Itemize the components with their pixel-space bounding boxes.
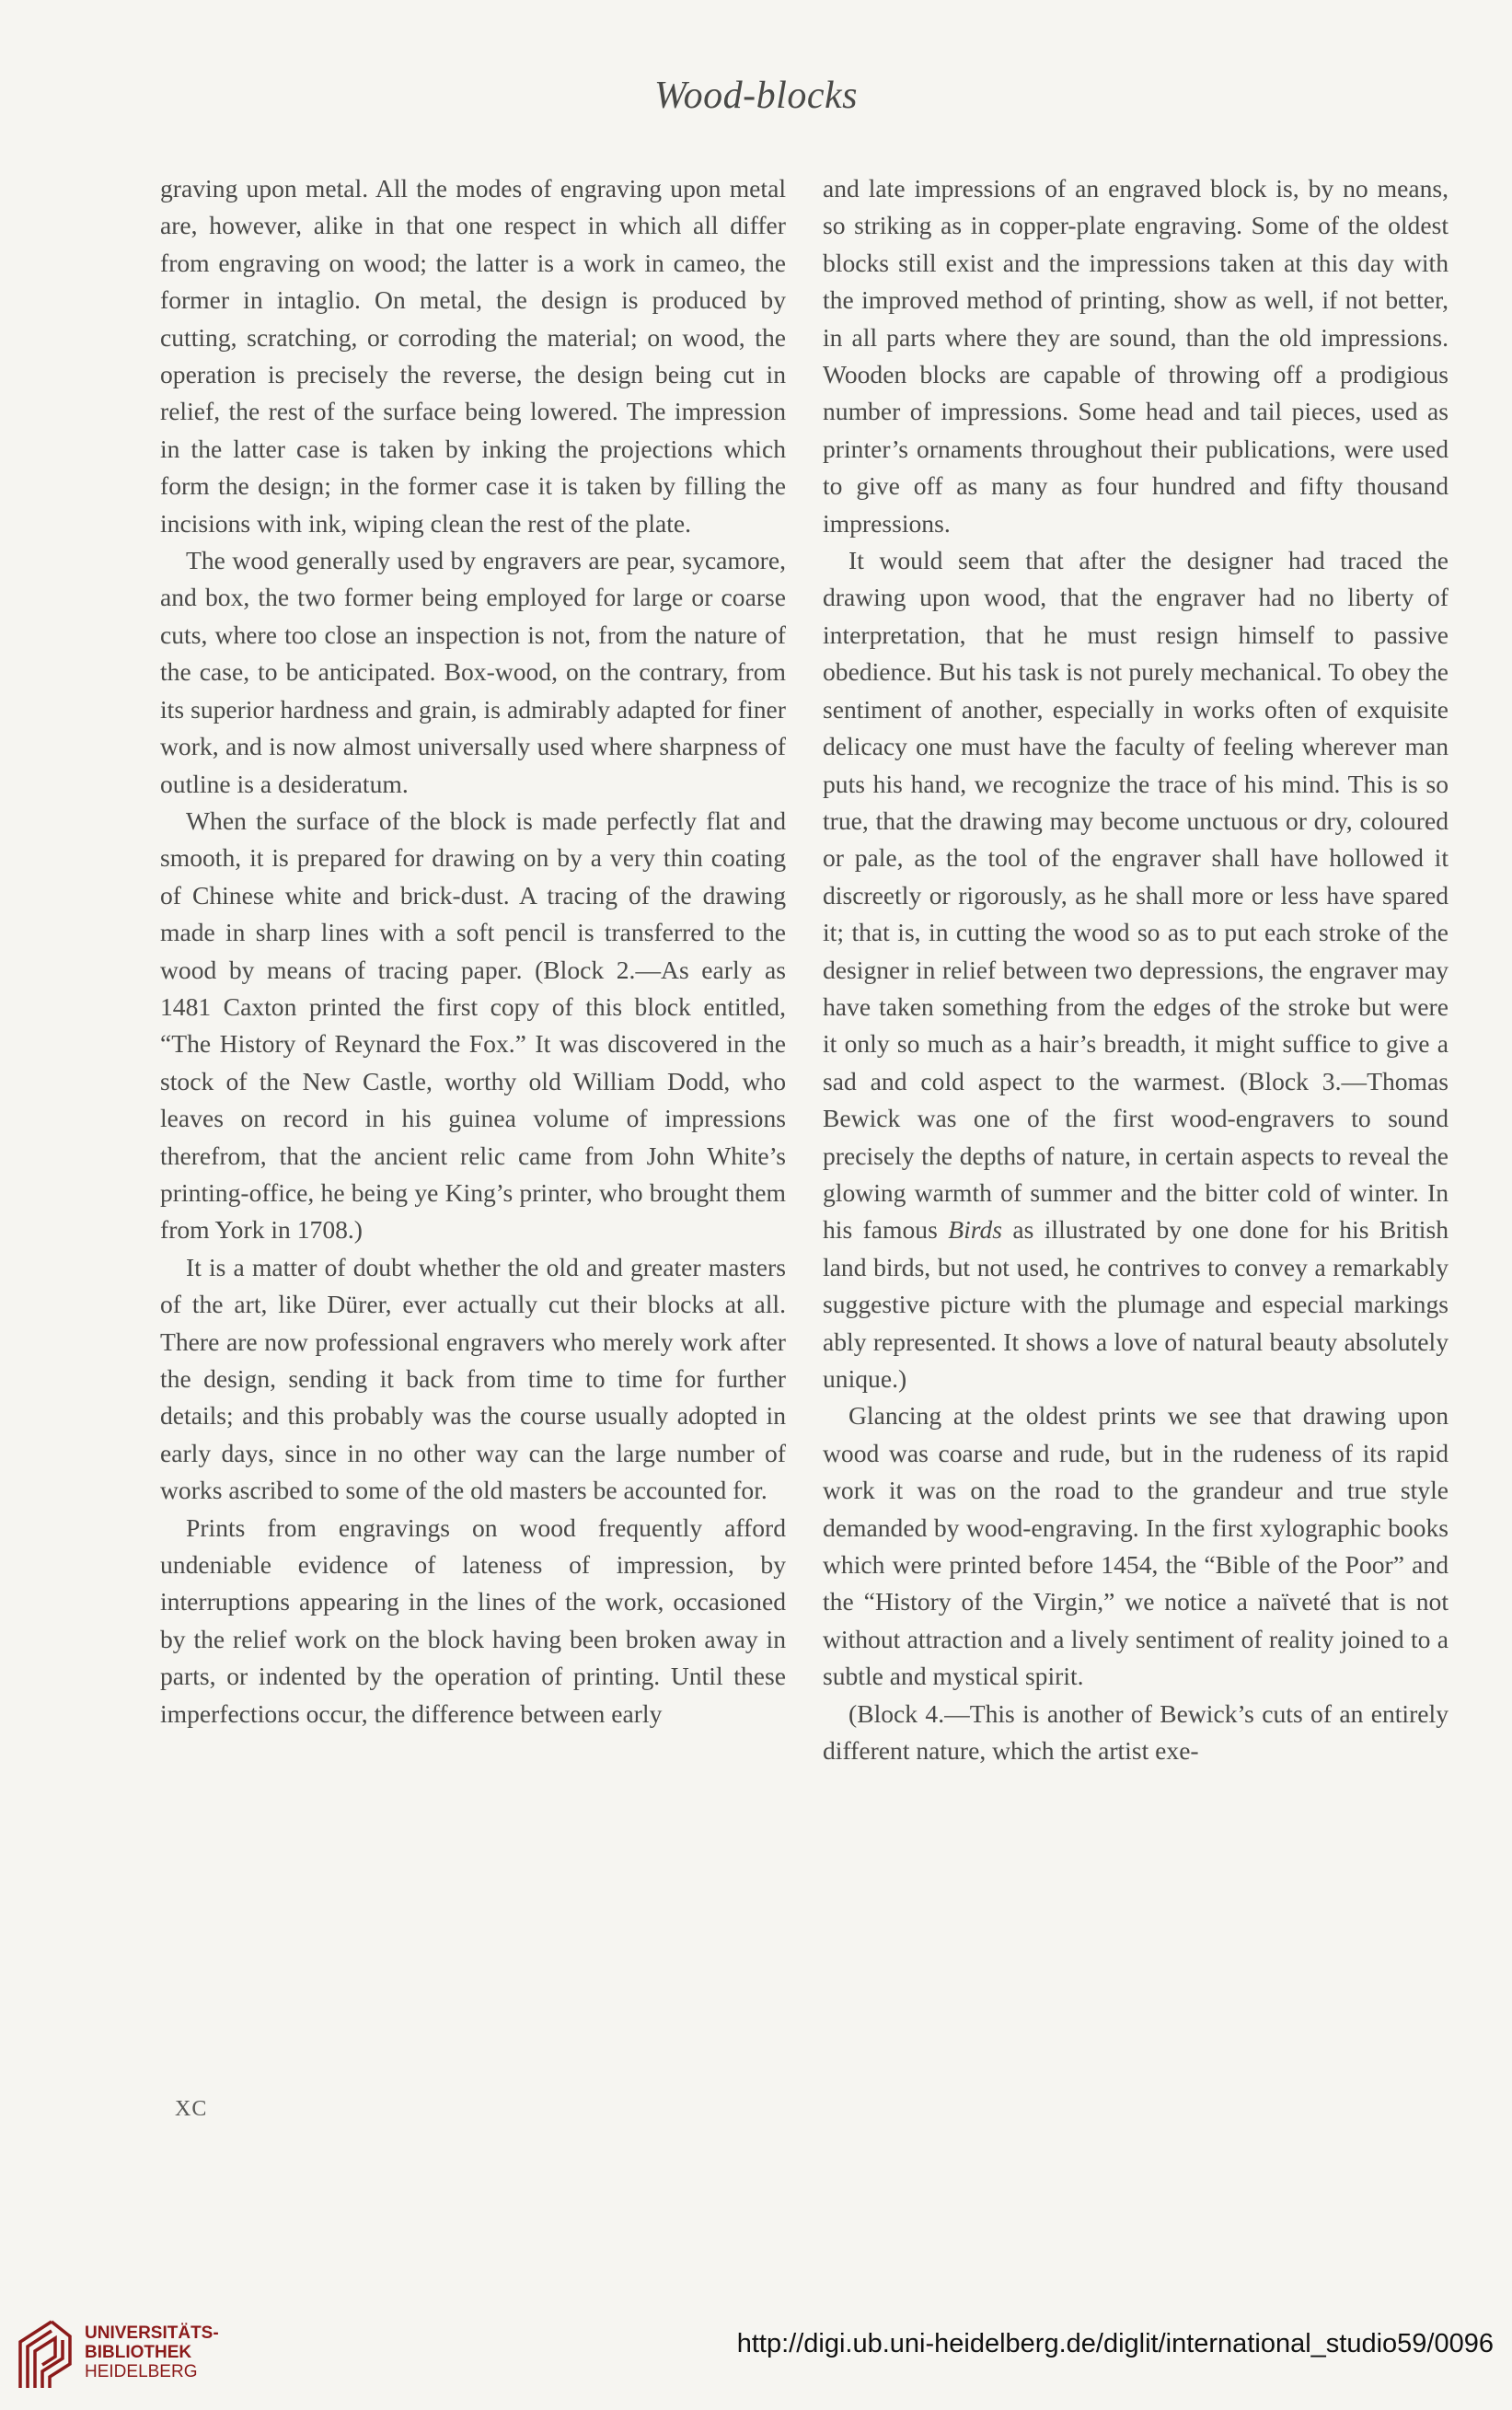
right-column	[823, 170, 1449, 1769]
birds-title: Birds	[948, 1215, 1002, 1245]
right-paragraph-2-part-1: It would seem that after the designer had traced the drawing upon wood, that the engraver had no liberty of interpretation, that he must resign himself to passive obedience. But his task is not purely mechanical. To obey the sentiment of another, especially in works often of exquisite delicacy one must have the faculty of feeling wherever man puts his hand, we recognize the trace of his mind. This is so true, that the drawing may become unctuous or dry, coloured or pale, as the tool of the engraver shall have hollowed it discreetly or rigorously, as he shall more or less have spared it; that is, in cutting the wood so as to put each stroke of the designer in relief between two depressions, the engraver may have taken something from the edges of the stroke but were it only so much as a hair’s breadth, it might suffice to give a sad and cold aspect to the warmest. (Block 3.—Thomas Bewick was one of the first wood-engravers to sound precisely the depths of nature, in certain aspects to reveal the glowing warmth of summer and the bitter cold of winter. In his famous	[823, 546, 1449, 1245]
logo-line-2: BIBLIOTHEK	[85, 2343, 192, 2362]
left-paragraph-2: The wood generally used by engravers are pear, sycamore, and box, the two former being employed for large or coarse cuts, where too close an inspection is not, from the nature of the case, to be anticipated. Box-wood, on the contrary, from its superior hardness and grain, is admirably adapted for finer work, and is now almost universally used where sharpness of outline is a desideratum.	[160, 546, 786, 798]
logo-line-1: UNIVERSITÄTS-	[85, 2323, 219, 2343]
left-paragraph-1: graving upon metal. All the modes of engraving upon metal are, however, alike in that one respect in which all differ from engraving on wood; the latter is a work in cameo, the former in intaglio. On metal, the design is produced by cutting, scratching, or corroding the material; on wood, the operation is precisely the reverse, the design being cut in relief, the rest of the surface being lowered. The impression in the latter case is taken by inking the projections which form the design; in the former case it is taken by filling the incisions with ink, wiping clean the rest of the plate.	[160, 174, 786, 538]
left-paragraph-4: It is a matter of doubt whether the old and greater masters of the art, like Dürer, ever actually cut their blocks at all. There are now professional engravers who merely work after the design, sending it back from time to time for further details; and this probably was the course usually adopted in early days, since in no other way can the large number of works ascribed to some of the old masters be accounted for.	[160, 1252, 786, 1505]
logo-line-3: HEIDELBERG	[85, 2362, 198, 2381]
right-paragraph-2-part-2: as illustrated by one done for his British land birds, but not used, he contrives to convey a remarkably suggestive picture with the plumage and especial markings ably represented. It shows a love of natural beauty absolutely unique.)	[823, 1215, 1449, 1393]
running-head: Wood-blocks	[654, 75, 858, 117]
right-paragraph-1: and late impressions of an engraved block is, by no means, so striking as in copper-plate engraving. Some of the oldest blocks still exist and the impressions taken at this day with the improved method of printing, show as well, if not better, in all parts where they are sound, than the old impressions. Wooden blocks are capable of throwing off a prodigious number of impressions. Some head and tail pieces, used as printer’s ornaments throughout their publications, were used to give off as many as four hundred and fifty thousand impressions.	[823, 174, 1449, 538]
left-paragraph-5: Prints from engravings on wood frequently afford undeniable evidence of lateness of impression, by interruptions appearing in the lines of the work, occasioned by the relief work on the block having been broken away in parts, or indented by the operation of printing. Until these imperfections occur, the difference between early	[160, 1512, 786, 1728]
right-paragraph-4: (Block 4.—This is another of Bewick’s cuts of an entirely different nature, which the artist exe-	[823, 1698, 1449, 1766]
library-logo-text	[85, 2323, 219, 2381]
digitization-footer	[0, 2298, 1512, 2410]
right-paragraph-2	[823, 542, 1449, 1397]
library-logo-icon	[15, 2314, 77, 2393]
right-paragraph-3: Glancing at the oldest prints we see that drawing upon wood was coarse and rude, but in the rudeness of its rapid work it was on the road to the grandeur and true style demanded by wood-engraving. In the first xylographic books which were printed before 1454, the “Bible of the Poor” and the “History of the Virgin,” we notice a naïveté that is not without attraction and a lively sentiment of reality joined to a subtle and mystical spirit.	[823, 1401, 1449, 1691]
left-column	[160, 170, 786, 1732]
page-folio: XC	[175, 2097, 208, 2121]
left-paragraph-3: When the surface of the block is made perfectly flat and smooth, it is prepared for drawing on by a very thin coating of Chinese white and brick-dust. A tracing of the drawing made in sharp lines with a soft pencil is transferred to the wood by means of tracing paper. (Block 2.—As early as 1481 Caxton printed the first copy of this block entitled, “The History of Reynard the Fox.” It was discovered in the stock of the New Castle, worthy old William Dodd, who leaves on record in his guinea volume of impressions therefrom, that the ancient relic came from John White’s printing-office, he being ye King’s printer, who brought them from York in 1708.)	[160, 805, 786, 1245]
source-url-link[interactable]: http://digi.ub.uni-heidelberg.de/diglit/international_studio59/0096	[736, 2329, 1494, 2358]
